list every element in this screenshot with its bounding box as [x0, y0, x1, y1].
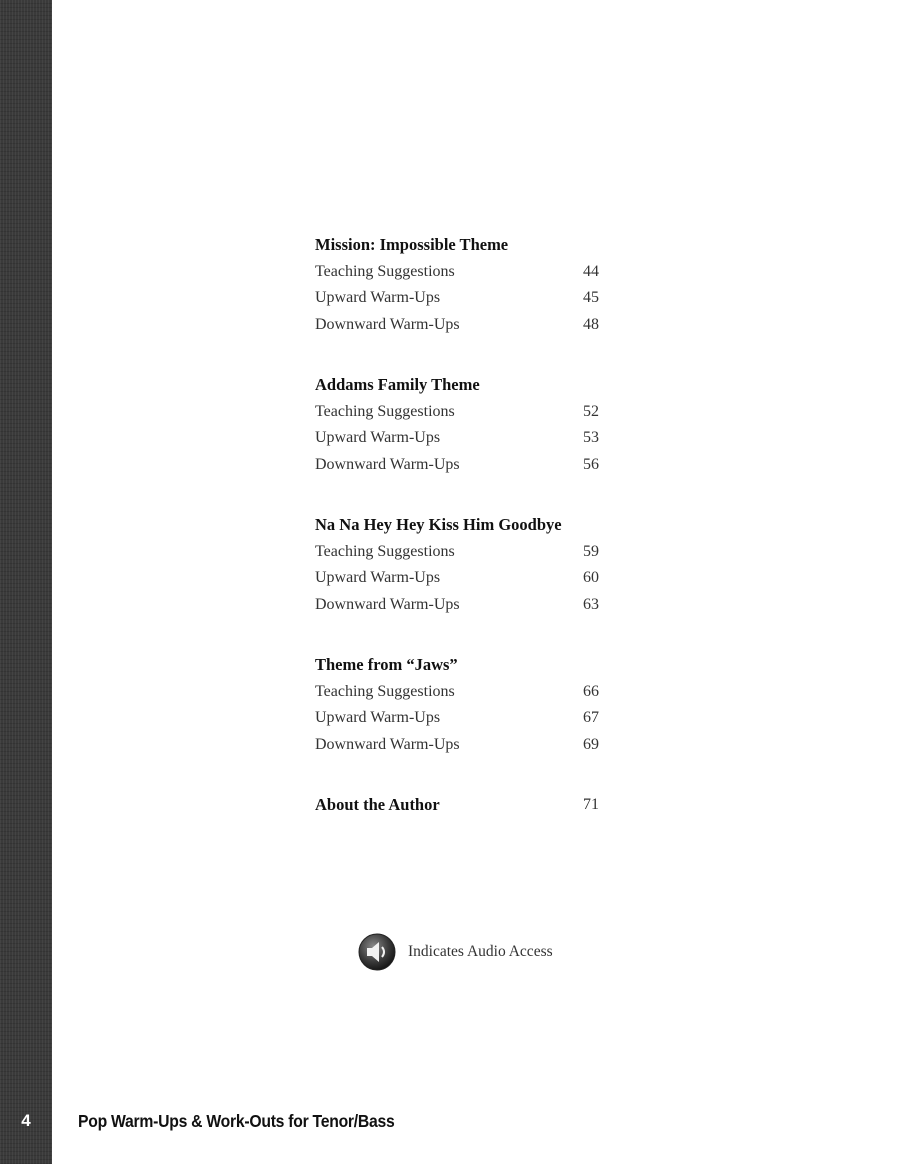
entry-page: 67	[583, 709, 599, 726]
toc-entry	[315, 452, 615, 479]
entry-page: 71	[583, 796, 599, 813]
entry-page: 60	[583, 569, 599, 586]
toc-section-addams-family	[315, 372, 615, 478]
toc-entry	[315, 399, 615, 426]
audio-legend-text: Indicates Audio Access	[408, 943, 553, 960]
entry-label: Downward Warm-Ups	[315, 315, 460, 333]
audio-access-legend	[358, 932, 553, 972]
toc-entry	[315, 565, 615, 592]
entry-label: Downward Warm-Ups	[315, 455, 460, 473]
speaker-icon	[358, 933, 396, 971]
entry-page: 63	[583, 595, 599, 613]
entry-label: Upward Warm-Ups	[315, 569, 441, 586]
entry-label: Upward Warm-Ups	[315, 709, 441, 726]
entry-page: 53	[583, 429, 599, 446]
toc-section-mission-impossible	[315, 232, 615, 338]
page-number: 4	[21, 1111, 31, 1130]
entry-page: 66	[583, 682, 599, 700]
entry-page: 56	[583, 455, 599, 473]
toc-entry	[315, 259, 615, 286]
entry-label: Teaching Suggestions	[315, 542, 455, 560]
toc-section-jaws	[315, 652, 615, 758]
entry-label: Upward Warm-Ups	[315, 429, 441, 446]
toc-entry	[315, 425, 615, 452]
section-title: Addams Family Theme	[315, 375, 480, 394]
entry-page: 44	[583, 262, 599, 280]
toc-entry-about-author	[315, 792, 615, 819]
section-title: Na Na Hey Hey Kiss Him Goodbye	[315, 515, 562, 534]
toc-entry	[315, 312, 615, 339]
table-of-contents	[315, 232, 615, 819]
section-title: Theme from “Jaws”	[315, 655, 458, 674]
section-title: About the Author	[315, 795, 440, 814]
entry-label: Downward Warm-Ups	[315, 595, 460, 613]
toc-entry	[315, 592, 615, 619]
entry-label: Teaching Suggestions	[315, 402, 455, 420]
toc-entry	[315, 285, 615, 312]
toc-section-na-na-hey-hey	[315, 512, 615, 618]
entry-label: Teaching Suggestions	[315, 682, 455, 700]
entry-page: 45	[583, 289, 599, 306]
entry-label: Upward Warm-Ups	[315, 289, 441, 306]
entry-page: 52	[583, 402, 599, 420]
footer-book-title: Pop Warm-Ups & Work-Outs for Tenor/Bass	[78, 1111, 395, 1131]
entry-label: Downward Warm-Ups	[315, 735, 460, 753]
toc-entry	[315, 732, 615, 759]
toc-entry	[315, 705, 615, 732]
section-title: Mission: Impossible Theme	[315, 235, 509, 254]
toc-entry	[315, 679, 615, 706]
toc-entry	[315, 539, 615, 566]
entry-page: 59	[583, 542, 599, 560]
entry-page: 48	[583, 315, 599, 333]
page-spine	[0, 0, 52, 1164]
entry-page: 69	[583, 735, 599, 753]
entry-label: Teaching Suggestions	[315, 262, 455, 280]
